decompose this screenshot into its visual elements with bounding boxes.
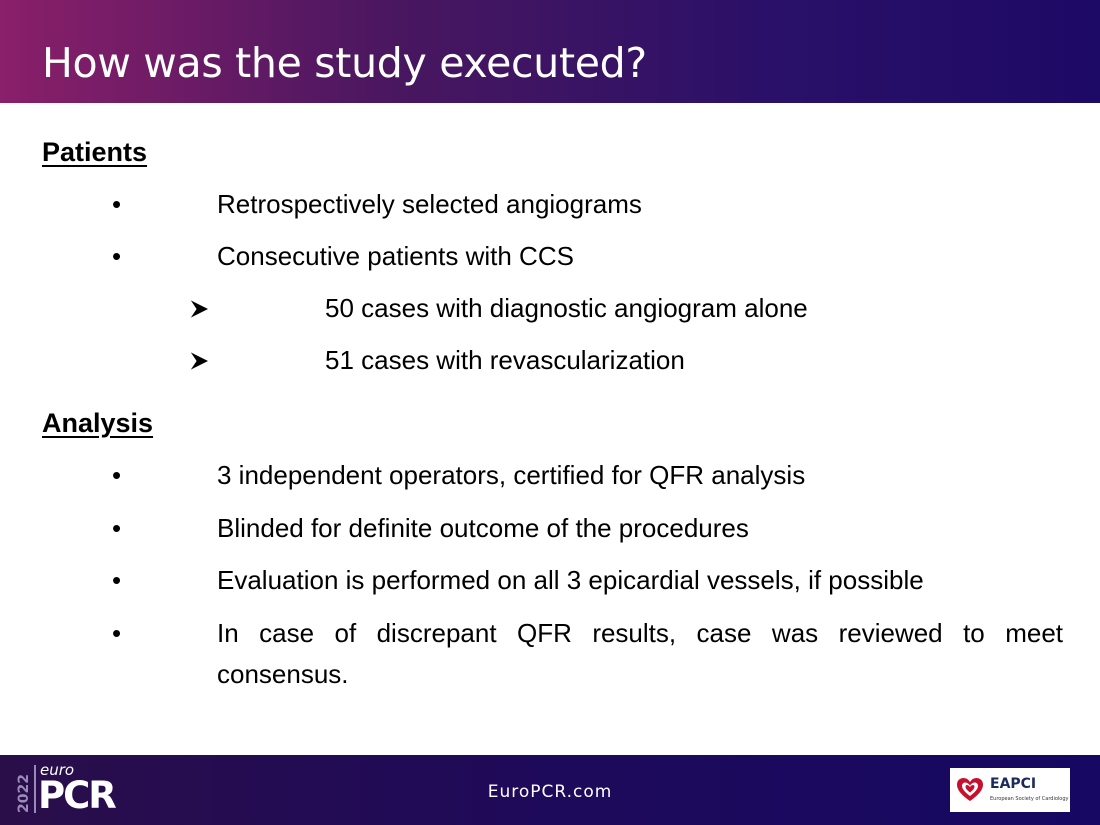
list-item: 3 independent operators, certified for QFR analysis — [217, 460, 806, 490]
logo-year-text: 2022 — [16, 774, 32, 813]
eapci-subtitle: European Society of Cardiology — [990, 796, 1069, 802]
footer-url[interactable]: EuroPCR.com — [487, 782, 613, 802]
heart-icon — [956, 776, 984, 804]
section-heading-patients: Patients — [42, 137, 148, 167]
arrow-bullet-icon — [188, 350, 210, 372]
slide-title: How was the study executed? — [42, 39, 647, 87]
list-item: Blinded for definite outcome of the procedures — [217, 513, 749, 543]
logo-pcr-text: PCR — [38, 774, 115, 817]
bullet-icon: • — [112, 189, 122, 219]
sub-list-item: 50 cases with diagnostic angiogram alone — [325, 293, 808, 323]
bullet-icon: • — [112, 565, 122, 595]
arrow-bullet-icon — [188, 298, 210, 320]
list-item: Retrospectively selected angiograms — [217, 189, 642, 219]
logo-euro-text: euro — [40, 761, 75, 779]
bullet-icon: • — [112, 460, 122, 490]
eapci-name: EAPCI — [990, 776, 1037, 792]
section-heading-analysis: Analysis — [42, 408, 154, 438]
footer-bar — [0, 755, 1100, 825]
eapci-logo — [950, 768, 1070, 812]
bullet-icon: • — [112, 513, 122, 543]
list-item: In case of discrepant QFR results, case was reviewed to meet consensus. — [217, 618, 1063, 689]
bullet-icon: • — [112, 241, 122, 271]
list-item: Consecutive patients with CCS — [217, 241, 574, 271]
bullet-icon: • — [112, 618, 122, 648]
title-bar — [0, 0, 1100, 103]
sub-list-item: 51 cases with revascularization — [325, 345, 685, 375]
list-item: Evaluation is performed on all 3 epicardial vessels, if possible — [217, 565, 924, 595]
